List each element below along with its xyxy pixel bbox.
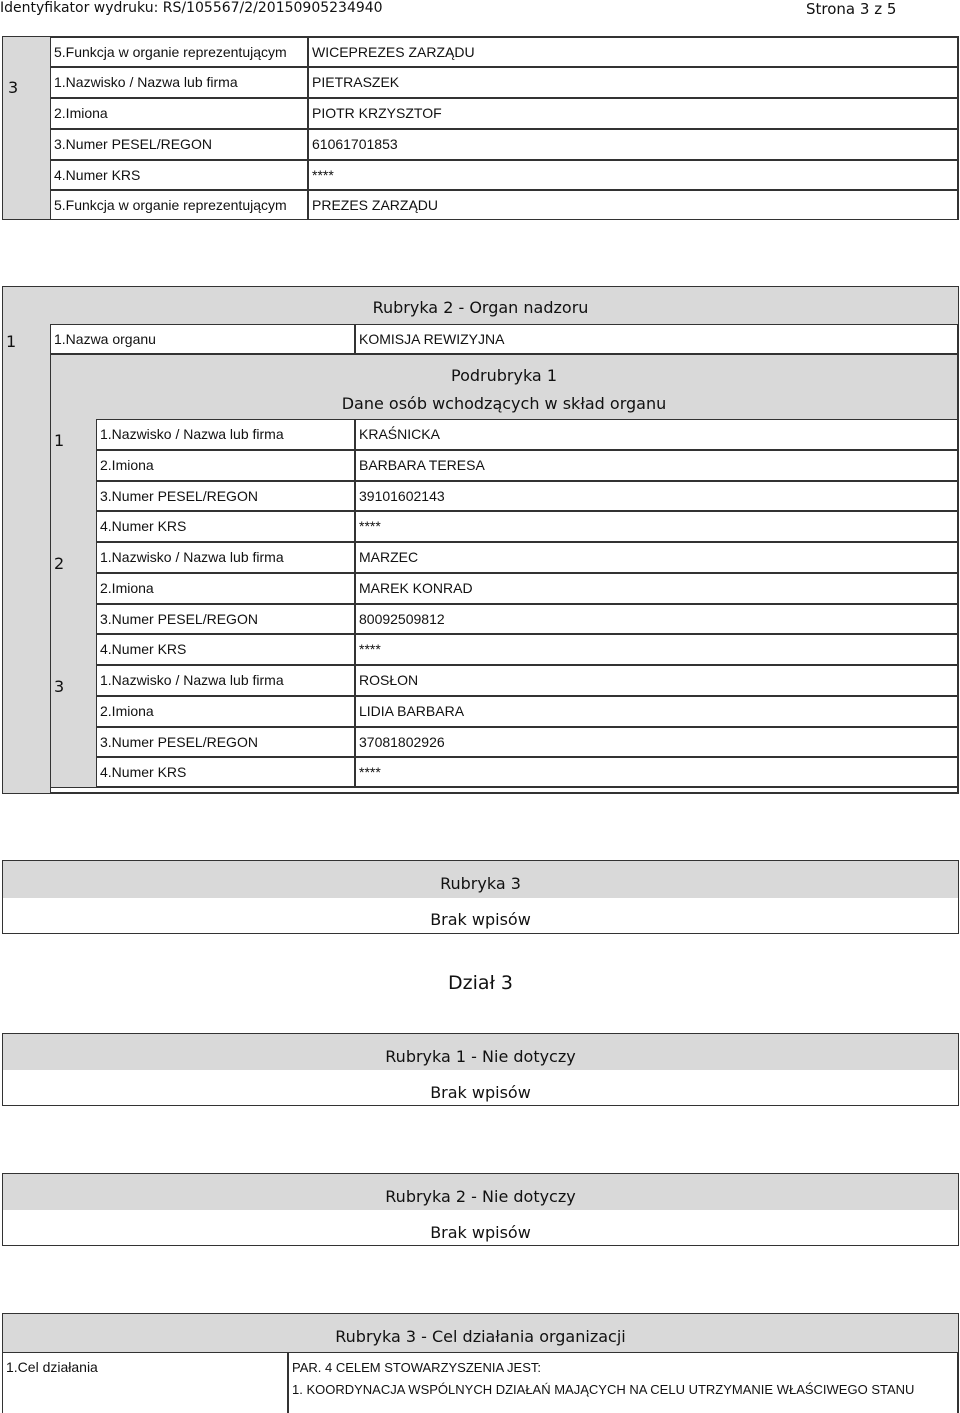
board-field-value: **** [308,160,958,190]
person-field-label: 1.Nazwisko / Nazwa lub firma [96,419,355,450]
board-field-value: PREZES ZARZĄDU [308,190,958,220]
rubryka-2-title: Rubryka 2 - Organ nadzoru [372,298,589,317]
person-field-value: **** [355,757,958,787]
board-field-label: 1.Nazwisko / Nazwa lub firma [50,67,308,98]
person-field-label: 4.Numer KRS [96,634,355,665]
rubryka-2-number: 1 [6,332,17,351]
board-field-value: PIETRASZEK [308,67,958,98]
d3-rubryka-2-empty: Brak wpisów [430,1223,531,1242]
person-field-value: BARBARA TERESA [355,450,958,481]
d3-rubryka-1-title: Rubryka 1 - Nie dotyczy [385,1047,576,1066]
print-identifier: Identyfikator wydruku: RS/105567/2/20150905234940 [0,0,383,16]
person-field-label: 4.Numer KRS [96,757,355,787]
person-field-value: **** [355,634,958,665]
board-entry-number: 3 [8,78,19,97]
goal-label: 1.Cel działania [2,1352,288,1413]
person-field-label: 3.Numer PESEL/REGON [96,481,355,511]
board-field-value: PIOTR KRZYSZTOF [308,98,958,129]
board-field-label: 3.Numer PESEL/REGON [50,129,308,160]
person-field-value: 80092509812 [355,604,958,634]
person-number: 3 [54,677,65,696]
person-field-value: MAREK KONRAD [355,573,958,604]
board-field-value: 61061701853 [308,129,958,160]
podrubryka-title: Podrubryka 1 [451,366,557,385]
person-field-label: 3.Numer PESEL/REGON [96,604,355,634]
podrubryka-subtitle: Dane osób wchodzących w skład organu [341,394,667,413]
person-field-label: 2.Imiona [96,696,355,727]
dzial-3-title: Dział 3 [447,972,514,994]
board-field-label: 2.Imiona [50,98,308,129]
person-field-label: 1.Nazwisko / Nazwa lub firma [96,542,355,573]
person-field-value: LIDIA BARBARA [355,696,958,727]
organ-name-label: 1.Nazwa organu [50,324,355,354]
person-field-label: 3.Numer PESEL/REGON [96,727,355,757]
organ-name-value: KOMISJA REWIZYJNA [355,324,958,354]
rubryka-3-empty: Brak wpisów [430,910,531,929]
person-number: 2 [54,554,65,573]
d3-rubryka-2-title: Rubryka 2 - Nie dotyczy [385,1187,576,1206]
person-field-value: KRAŚNICKA [355,419,958,450]
goal-line-2: 1. KOORDYNACJA WSPÓLNYCH DZIAŁAŃ MAJĄCYCH NA CELU UTRZYMANIE WŁAŚCIWEGO STANU [292,1382,915,1397]
person-field-value: MARZEC [355,542,958,573]
podrubryka-bottom-bar [50,787,958,793]
person-field-label: 4.Numer KRS [96,511,355,542]
d3-rubryka-1-empty: Brak wpisów [430,1083,531,1102]
board-field-label: 4.Numer KRS [50,160,308,190]
board-field-label: 5.Funkcja w organie reprezentującym [50,190,308,220]
page-number: Strona 3 z 5 [806,0,897,18]
goal-line-1: PAR. 4 CELEM STOWARZYSZENIA JEST: [292,1360,541,1375]
board-prev-function-value: WICEPREZES ZARZĄDU [308,37,958,67]
person-number: 1 [54,431,65,450]
rubryka-3-title: Rubryka 3 [440,874,521,893]
person-field-value: ROSŁON [355,665,958,696]
person-field-label: 2.Imiona [96,450,355,481]
person-field-value: 37081802926 [355,727,958,757]
d3-rubryka-3-title: Rubryka 3 - Cel działania organizacji [335,1327,626,1346]
person-field-value: **** [355,511,958,542]
person-field-value: 39101602143 [355,481,958,511]
board-prev-function-label: 5.Funkcja w organie reprezentującym [50,37,308,67]
person-field-label: 1.Nazwisko / Nazwa lub firma [96,665,355,696]
person-field-label: 2.Imiona [96,573,355,604]
